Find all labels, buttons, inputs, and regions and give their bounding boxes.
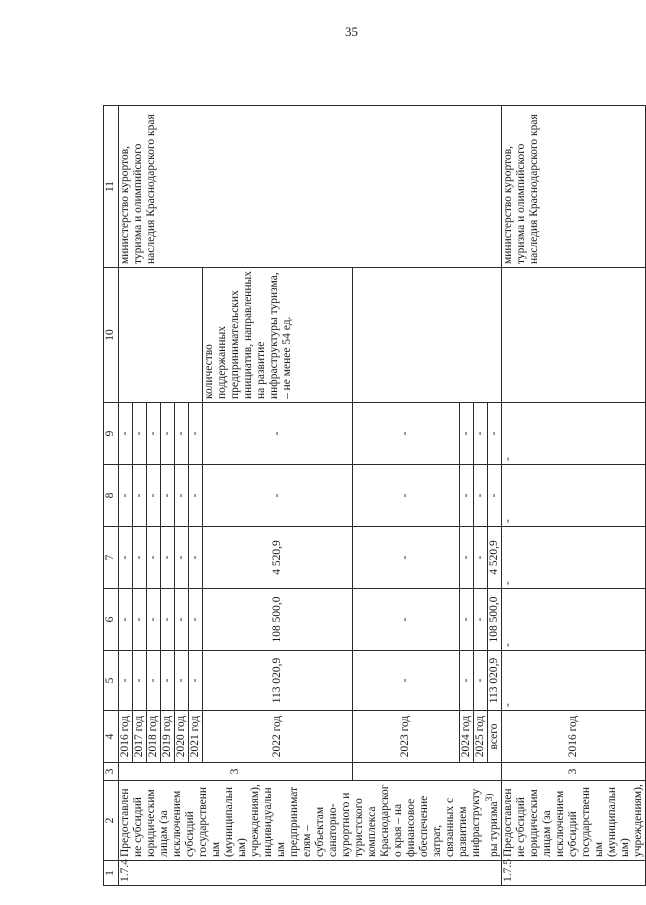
- value-cell-c8: -: [189, 465, 203, 527]
- year-cell: 2018 год: [147, 711, 161, 763]
- year-cell: 2016 год: [119, 711, 133, 763]
- value-cell-c6: -: [175, 589, 189, 651]
- value-cell-c5: -: [473, 651, 487, 711]
- value-cell-c5: -: [133, 651, 147, 711]
- value-cell-c8: -: [119, 465, 133, 527]
- year-cell: 2020 год: [175, 711, 189, 763]
- header-cell-10: 10: [104, 268, 119, 403]
- value-cell-c6: -: [353, 589, 460, 651]
- item2-value-c8: -: [501, 465, 645, 527]
- value-cell-c9: -: [189, 403, 203, 465]
- header-cell-2: 2: [104, 781, 119, 861]
- indicator-cell-empty-b: [353, 268, 502, 403]
- header-cell-9: 9: [104, 403, 119, 465]
- value-cell-c5: -: [119, 651, 133, 711]
- value-cell-c8: -: [133, 465, 147, 527]
- item-name-footnote: 3): [484, 793, 495, 802]
- value-cell-c5: -: [161, 651, 175, 711]
- value-cell-c8: -: [203, 465, 353, 527]
- item2-indicator: [501, 268, 645, 403]
- item-name: [119, 781, 502, 861]
- value-cell-c9: -: [459, 403, 473, 465]
- table-row: [119, 106, 133, 886]
- value-cell-c5: -: [189, 651, 203, 711]
- item2-name: Предоставление субсидий юридическим лицам (за исключением субсидий государственным (муниципальным) учреждениям),: [501, 781, 645, 861]
- item-name-text: Предоставление субсидий юридическим лицам (за исключением субсидий государственным (муниципальным) учреждениям), индивидуальным предпринимателям – субъектам санаторно-курортного и туристского комплекса Краснодарского края – на финансовое обеспечение затрат, связанных с развитием инфраструктуры туризма: [119, 784, 500, 857]
- value-cell-c9: -: [133, 403, 147, 465]
- item2-year: 2016 год: [501, 711, 645, 763]
- value-cell-c7: -: [189, 527, 203, 589]
- year-cell: 2017 год: [133, 711, 147, 763]
- item2-value-c9: -: [501, 403, 645, 465]
- header-cell-6: 6: [104, 589, 119, 651]
- item-number: 1.7.4: [119, 861, 502, 886]
- value-cell-c5: 113 020,9: [487, 651, 501, 711]
- item-status: 3: [119, 763, 353, 781]
- value-cell-c6: 108 500,0: [487, 589, 501, 651]
- header-cell-7: 7: [104, 527, 119, 589]
- value-cell-c7: -: [161, 527, 175, 589]
- item2-value-c6: -: [501, 589, 645, 651]
- value-cell-c6: -: [189, 589, 203, 651]
- value-cell-c8: -: [459, 465, 473, 527]
- header-cell-3: 3: [104, 763, 119, 781]
- value-cell-c7: 4 520,9: [487, 527, 501, 589]
- value-cell-c9: -: [203, 403, 353, 465]
- value-cell-c6: -: [161, 589, 175, 651]
- value-cell-c9: -: [353, 403, 460, 465]
- value-cell-c8: -: [175, 465, 189, 527]
- value-cell-c8: -: [353, 465, 460, 527]
- value-cell-c6: 108 500,0: [203, 589, 353, 651]
- header-cell-8: 8: [104, 465, 119, 527]
- value-cell-c7: -: [175, 527, 189, 589]
- header-cell-11: 11: [104, 106, 119, 268]
- table-body: [104, 106, 646, 886]
- value-cell-c6: -: [133, 589, 147, 651]
- value-cell-c5: -: [175, 651, 189, 711]
- value-cell-c9: -: [119, 403, 133, 465]
- item2-value-c5: -: [501, 651, 645, 711]
- item-status-cont: [353, 763, 502, 781]
- value-cell-c5: -: [459, 651, 473, 711]
- year-cell: 2025 год: [473, 711, 487, 763]
- year-cell: 2024 год: [459, 711, 473, 763]
- value-cell-c6: -: [119, 589, 133, 651]
- value-cell-c5: 113 020,9: [203, 651, 353, 711]
- value-cell-c7: -: [473, 527, 487, 589]
- item2-value-c7: -: [501, 527, 645, 589]
- value-cell-c7: -: [459, 527, 473, 589]
- value-cell-c7: -: [353, 527, 460, 589]
- item2-executor: министерство курортов, туризма и олимпийского наследия Краснодарского края: [501, 106, 645, 268]
- item2-number: 1.7.5: [501, 861, 645, 886]
- value-cell-c9: -: [175, 403, 189, 465]
- year-cell: 2021 год: [189, 711, 203, 763]
- value-cell-c7: -: [133, 527, 147, 589]
- header-cell-4: 4: [104, 711, 119, 763]
- value-cell-c6: -: [147, 589, 161, 651]
- value-cell-c8: -: [473, 465, 487, 527]
- item2-status: 3: [501, 763, 645, 781]
- page-number: 35: [345, 24, 358, 39]
- year-cell: 2019 год: [161, 711, 175, 763]
- header-row: [104, 106, 119, 886]
- value-cell-c8: -: [147, 465, 161, 527]
- item-executor: министерство курортов, туризма и олимпийского наследия Краснодарского края: [119, 106, 502, 268]
- value-cell-c9: -: [473, 403, 487, 465]
- value-cell-c9: -: [487, 403, 501, 465]
- year-cell: 2022 год: [203, 711, 353, 763]
- year-cell: всего: [487, 711, 501, 763]
- value-cell-c5: -: [147, 651, 161, 711]
- value-cell-c7: -: [119, 527, 133, 589]
- table-row-2: [501, 106, 645, 886]
- program-table: [103, 105, 646, 886]
- value-cell-c8: -: [487, 465, 501, 527]
- value-cell-c6: -: [473, 589, 487, 651]
- value-cell-c7: -: [147, 527, 161, 589]
- value-cell-c9: -: [161, 403, 175, 465]
- indicator-cell-empty: [119, 268, 203, 403]
- value-cell-c9: -: [147, 403, 161, 465]
- year-cell: 2023 год: [353, 711, 460, 763]
- rotated-table-wrapper: [103, 106, 644, 886]
- item-indicator: количество поддержанных предпринимательских инициатив, направленных на развитие инфраструктуры туризма, – не менее 54 ед.: [203, 268, 353, 403]
- value-cell-c7: 4 520,9: [203, 527, 353, 589]
- header-cell-5: 5: [104, 651, 119, 711]
- value-cell-c5: -: [353, 651, 460, 711]
- header-cell-1: 1: [104, 861, 119, 886]
- value-cell-c8: -: [161, 465, 175, 527]
- value-cell-c6: -: [459, 589, 473, 651]
